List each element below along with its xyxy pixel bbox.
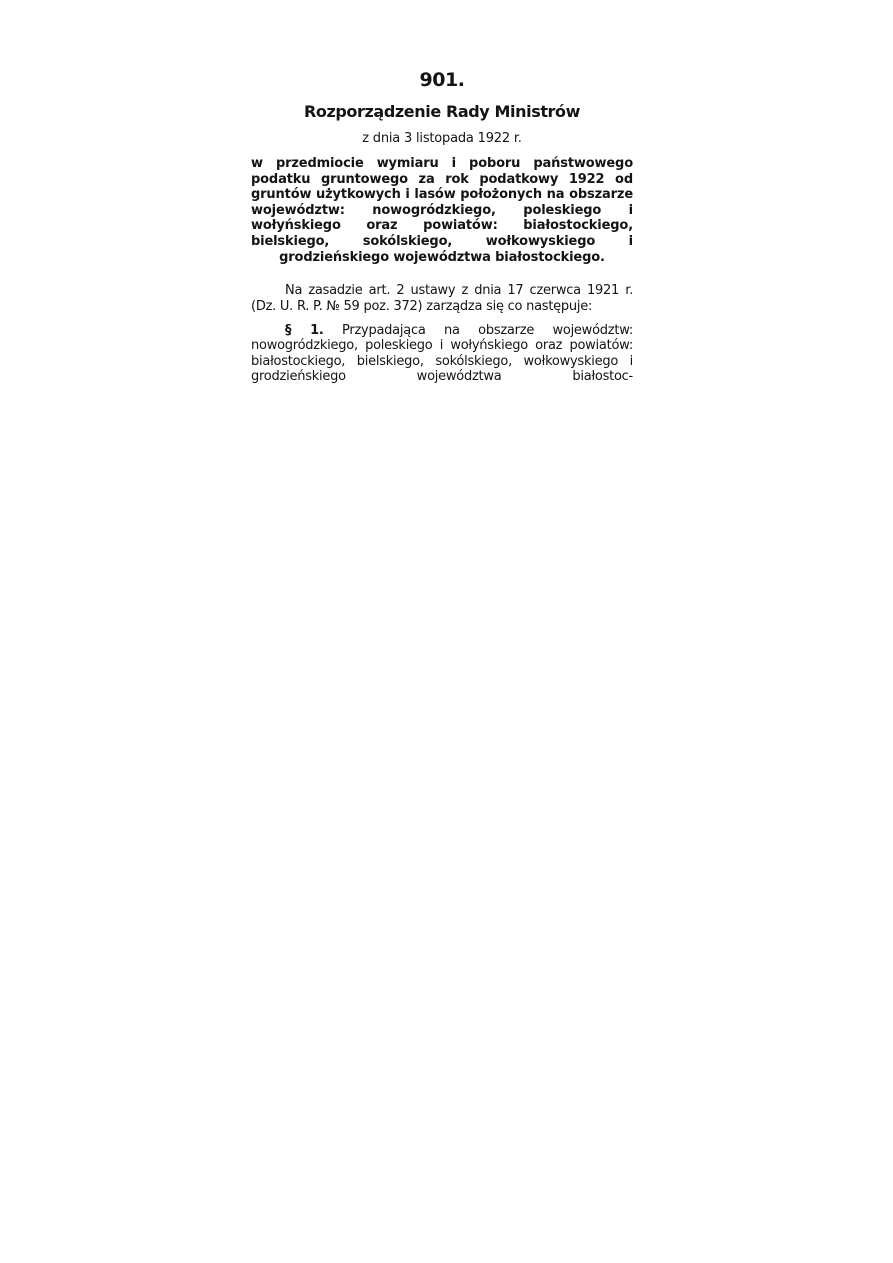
document-date: z dnia 3 listopada 1922 r.	[362, 131, 522, 146]
section-1-text: Przypadająca na obszarze województw: nowogródzkiego, poleskiego i wołyńskiego oraz powiatów: białostockiego, bielskiego, sokólskiego, wołkowyskiego i grodzieńskiego województwa białostoc-	[251, 322, 633, 385]
text-column	[251, 68, 633, 394]
document-subject: w przedmiocie wymiaru i poboru państwowego podatku gruntowego za rok podatkowy 1922 od gruntów użytkowych i lasów położonych na obszarze województw: nowogródzkiego, poleskiego i wołyńskiego oraz powiatów: białostockiego, bielskiego, sokólskiego, wołkowyskiego i grodzieńskiego województwa białostockiego.	[251, 156, 633, 265]
section-1-mark: § 1.	[285, 322, 324, 338]
document-number: 901.	[419, 69, 465, 91]
preamble-paragraph: Na zasadzie art. 2 ustawy z dnia 17 czerwca 1921 r. (Dz. U. R. P. № 59 poz. 372) zarządza się co następuje:	[251, 283, 633, 314]
section-1-paragraph	[251, 323, 633, 385]
document-title: Rozporządzenie Rady Ministrów	[303, 102, 581, 121]
